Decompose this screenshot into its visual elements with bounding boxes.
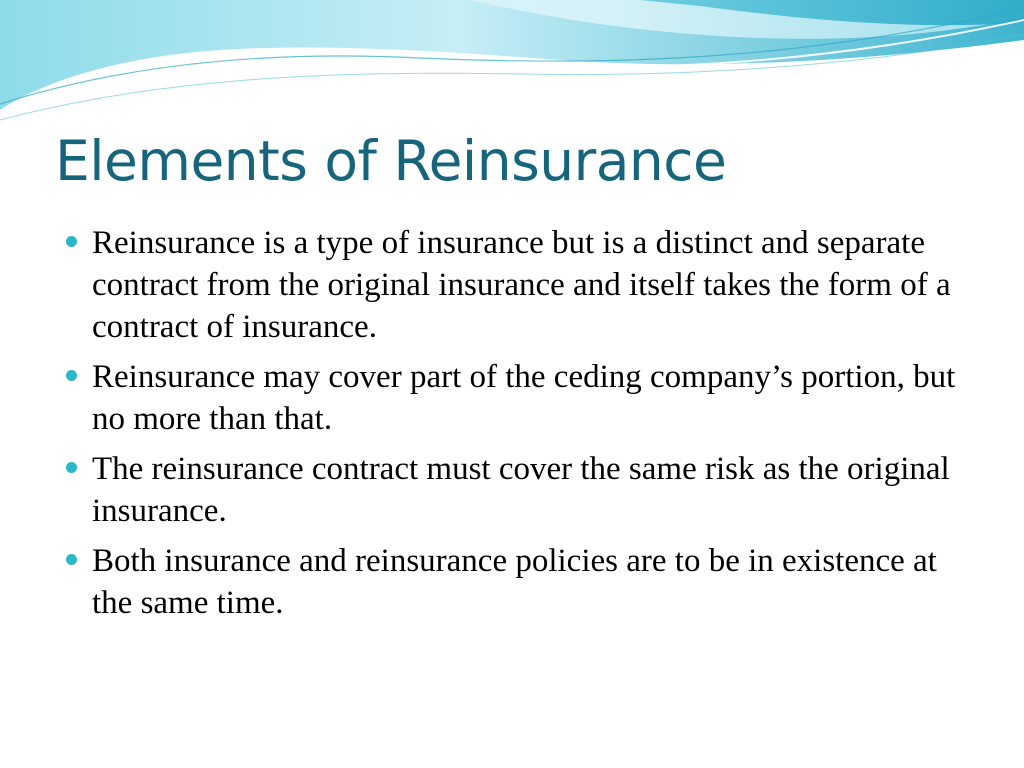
bullet-text: The reinsurance contract must cover the same risk as the original insurance. (92, 451, 950, 529)
decorative-wave-header (0, 0, 1024, 130)
bullet-item (62, 448, 972, 532)
bullet-dot-icon (66, 462, 77, 473)
bullet-list (62, 222, 972, 632)
bullet-dot-icon (66, 370, 77, 381)
bullet-dot-icon (66, 236, 77, 247)
bullet-item (62, 540, 972, 624)
bullet-item (62, 356, 972, 440)
bullet-text: Both insurance and reinsurance policies are to be in existence at the same time. (92, 543, 937, 621)
slide-title: Elements of Reinsurance (55, 129, 727, 193)
bullet-dot-icon (66, 554, 77, 565)
bullet-item (62, 222, 972, 348)
bullet-text: Reinsurance is a type of insurance but is a distinct and separate contract from the original insurance and itself takes the form of a contract of insurance. (92, 225, 951, 345)
bullet-text: Reinsurance may cover part of the ceding company’s portion, but no more than that. (92, 359, 956, 437)
